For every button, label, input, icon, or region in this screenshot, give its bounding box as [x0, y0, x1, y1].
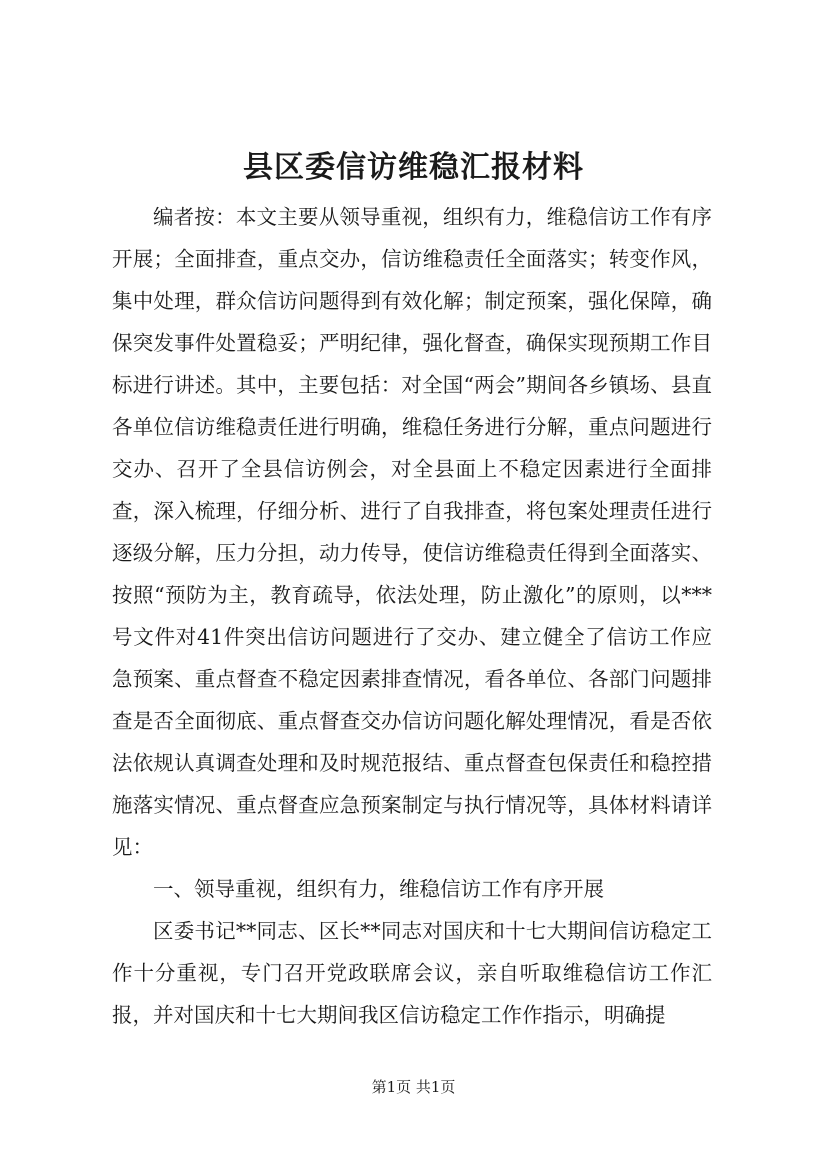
document-body — [112, 196, 712, 1036]
editor-note-paragraph: 编者按：本文主要从领导重视，组织有力，维稳信访工作有序开展；全面排查，重点交办，信访维稳责任全面落实；转变作风，集中处理，群众信访问题得到有效化解；制定预案，强化保障，确保突发事件处置稳妥；严明纪律，强化督查，确保实现预期工作目标进行讲述。其中，主要包括：对全国“两会”期间各乡镇场、县直各单位信访维稳责任进行明确，维稳任务进行分解，重点问题进行交办、召开了全县信访例会，对全县面上不稳定因素进行全面排查，深入梳理，仔细分析、进行了自我排查，将包案处理责任进行逐级分解，压力分担，动力传导，使信访维稳责任得到全面落实、按照“预防为主，教育疏导，依法处理，防止激化”的原则，以***号文件对41件突出信访问题进行了交办、建立健全了信访工作应急预案、重点督查不稳定因素排查情况，看各单位、各部门问题排查是否全面彻底、重点督查交办信访问题化解处理情况，看是否依法依规认真调查处理和及时规范报结、重点督查包保责任和稳控措施落实情况、重点督查应急预案制定与执行情况等，具体材料请详见： — [112, 205, 712, 859]
body-paragraph: 区委书记**同志、区长**同志对国庆和十七大期间信访稳定工作十分重视，专门召开党政联席会议，亲自听取维稳信访工作汇报，并对国庆和十七大期间我区信访稳定工作作指示，明确提 — [112, 919, 712, 1027]
document-title: 县区委信访维稳汇报材料 — [243, 150, 584, 185]
section-heading: 一、领导重视，组织有力，维稳信访工作有序开展 — [153, 877, 604, 901]
page-footer: 第1页 共1页 — [371, 1078, 456, 1096]
